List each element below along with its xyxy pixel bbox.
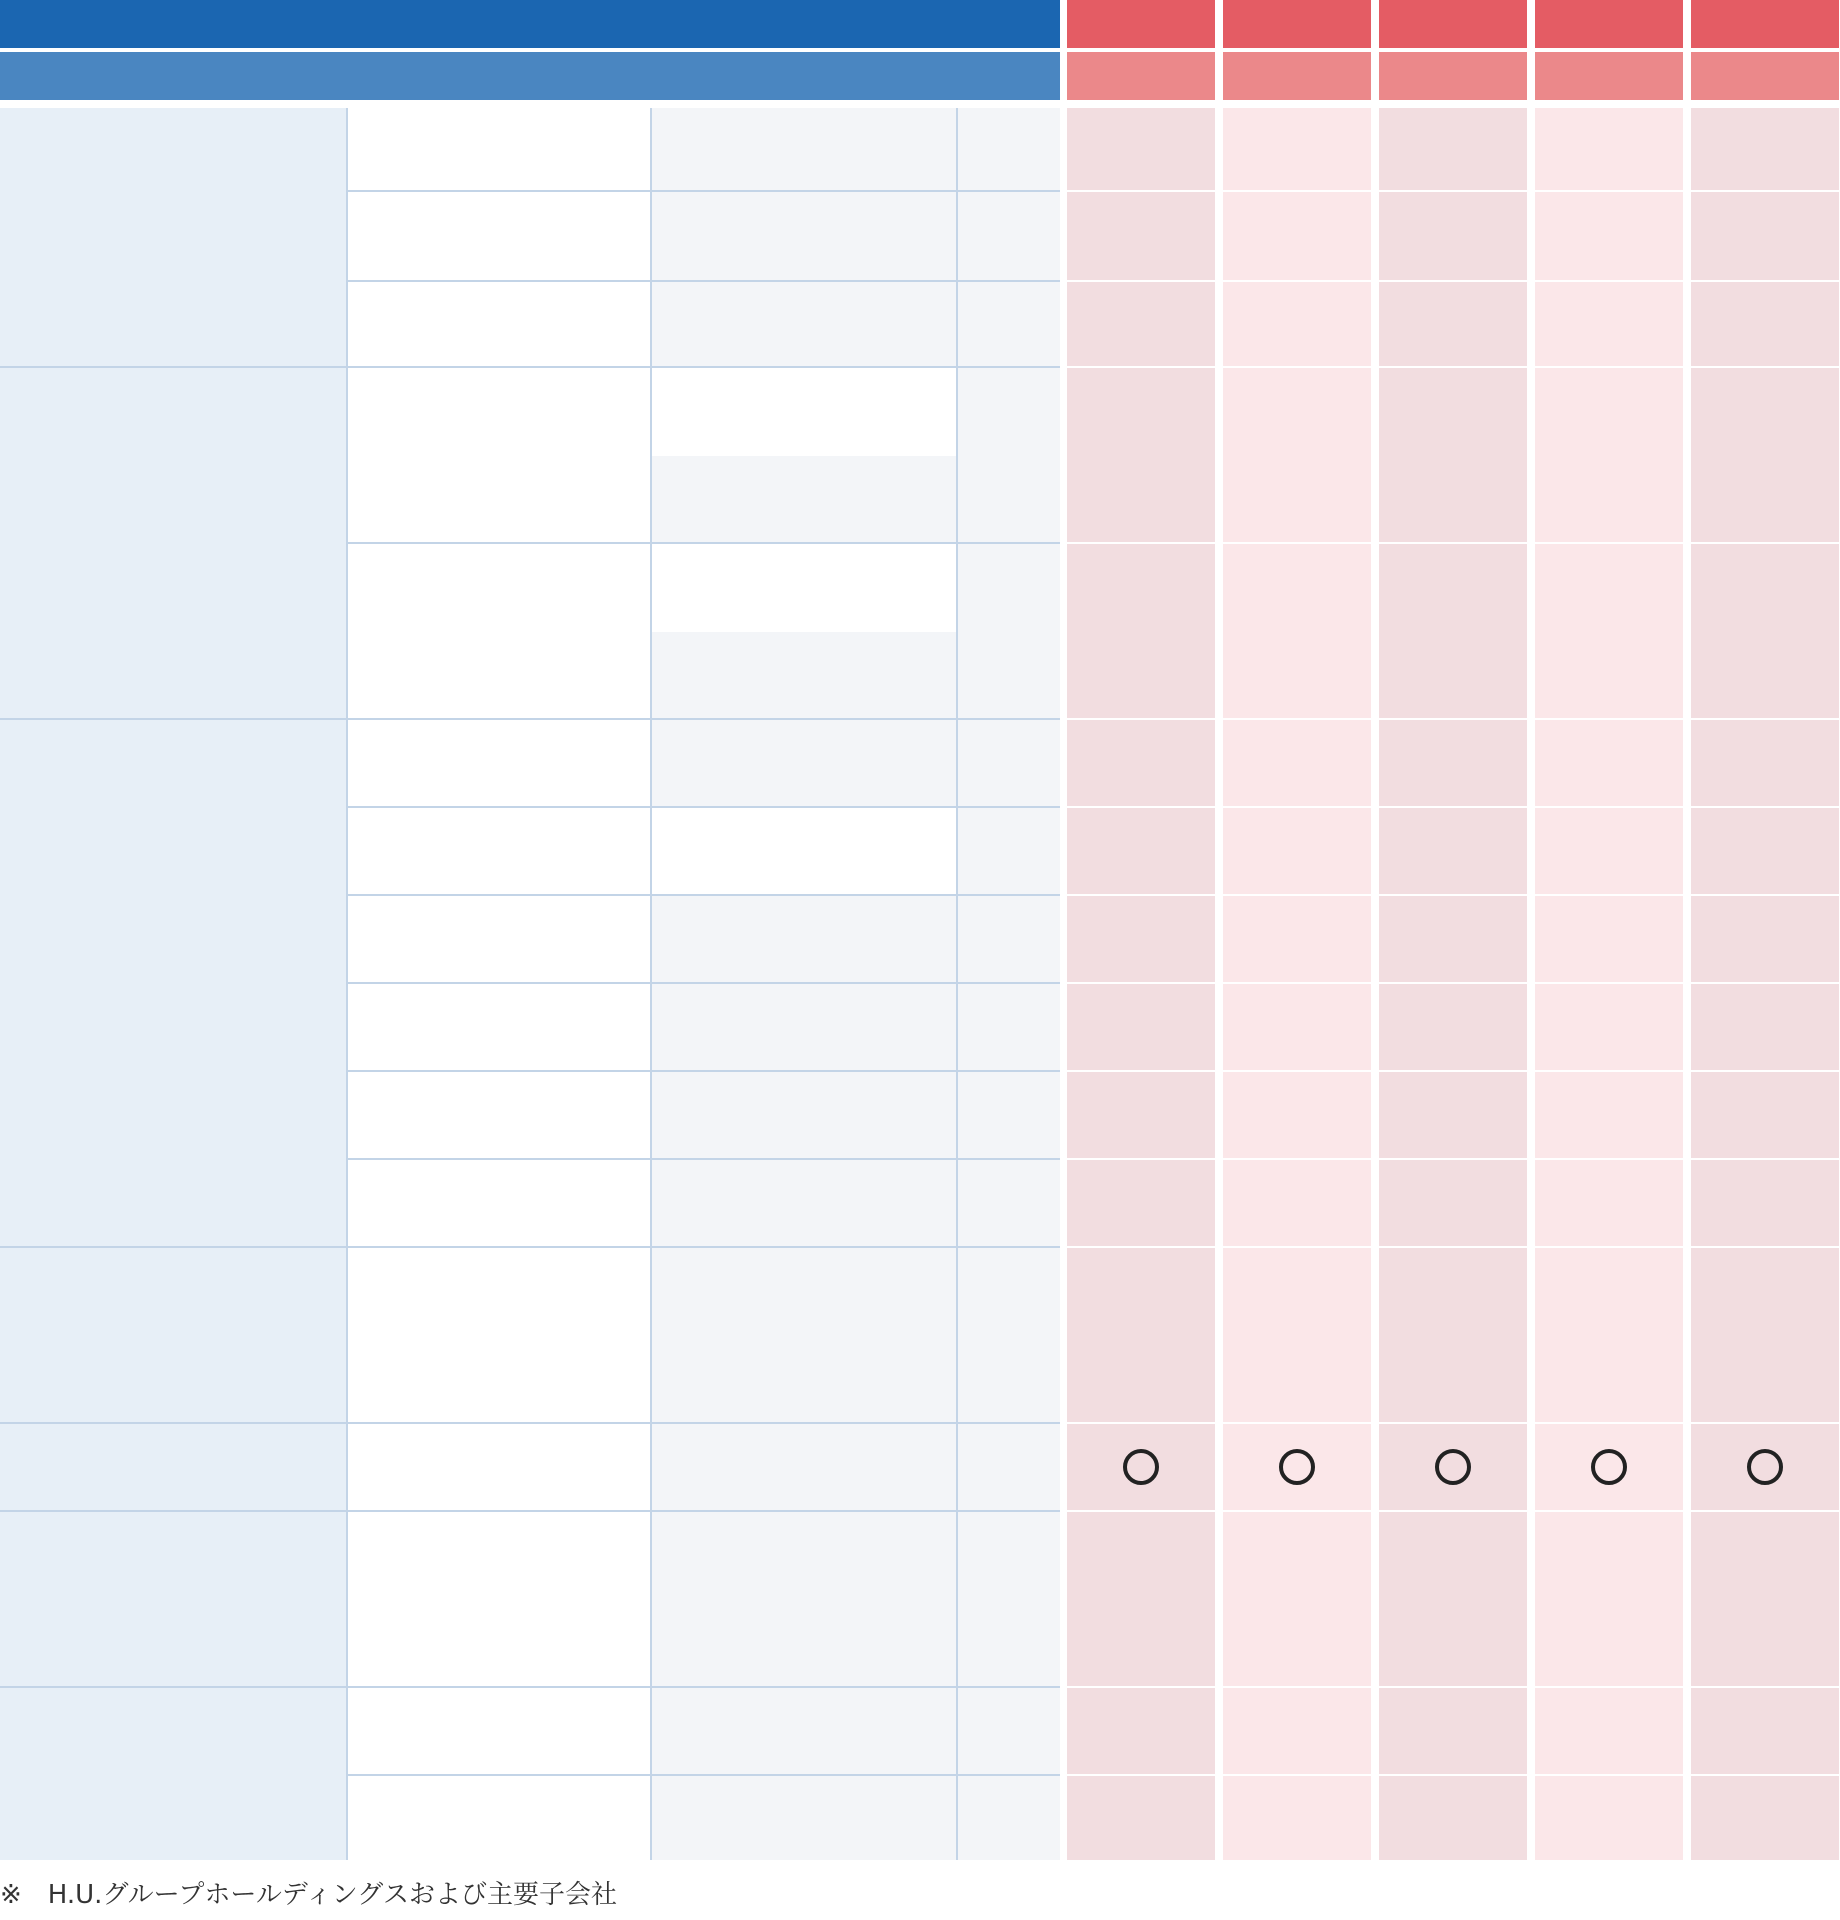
target-value	[1379, 1776, 1527, 1860]
target-value	[1691, 1688, 1839, 1774]
target-value	[1379, 720, 1527, 806]
target-value	[1535, 544, 1683, 718]
target-value	[1379, 1072, 1527, 1158]
target-value	[1223, 896, 1371, 982]
target-value	[1691, 108, 1839, 190]
target-value	[1379, 808, 1527, 894]
target-value	[1067, 192, 1215, 280]
target-value	[1379, 896, 1527, 982]
target-value	[1691, 720, 1839, 806]
target-value	[1223, 282, 1371, 366]
minor-item	[652, 896, 958, 982]
target-value	[1067, 1688, 1215, 1774]
target-value	[1379, 108, 1527, 190]
minor-item	[652, 108, 958, 190]
target-value	[1067, 1160, 1215, 1246]
circle-icon	[1591, 1449, 1627, 1485]
divider	[348, 280, 1060, 282]
unit-cell	[958, 1512, 1060, 1686]
target-value	[1535, 1512, 1683, 1686]
target-value	[1223, 1776, 1371, 1860]
target-value	[1223, 1512, 1371, 1686]
target-value	[1067, 720, 1215, 806]
target-value	[1223, 368, 1371, 542]
minor-item	[652, 984, 958, 1070]
target-value	[1379, 282, 1527, 366]
target-value	[1223, 720, 1371, 806]
divider	[348, 1774, 1060, 1776]
unit-cell	[958, 1072, 1060, 1158]
target-value	[1223, 984, 1371, 1070]
target-value	[1067, 1512, 1215, 1686]
unit-cell	[958, 1424, 1060, 1510]
unit-cell	[958, 192, 1060, 280]
divider	[0, 1686, 1060, 1688]
target-value	[1379, 368, 1527, 542]
kpi-header	[0, 0, 1060, 48]
goal-header	[1691, 52, 1839, 100]
unit-cell	[958, 720, 1060, 806]
target-value	[1067, 1072, 1215, 1158]
target-value	[1067, 282, 1215, 366]
target-value	[1535, 896, 1683, 982]
target-value	[1691, 1072, 1839, 1158]
divider	[0, 718, 1060, 720]
major-item	[0, 108, 346, 366]
divider	[0, 1510, 1060, 1512]
unit-cell	[958, 896, 1060, 982]
target-value	[1379, 1160, 1527, 1246]
target-value	[1691, 192, 1839, 280]
target-value	[1067, 368, 1215, 542]
target-value	[1223, 1688, 1371, 1774]
minor-item	[652, 456, 958, 542]
major-item	[0, 1248, 346, 1422]
medium-item	[348, 984, 650, 1246]
achieved-circle-cell	[1379, 1424, 1527, 1510]
minor-item	[652, 1072, 958, 1158]
unit-cell	[958, 1248, 1060, 1422]
divider	[650, 108, 652, 1860]
medium-item	[348, 1248, 650, 1422]
goal-header	[1535, 52, 1683, 100]
minor-item	[652, 1512, 958, 1686]
achieved-circle-cell	[1535, 1424, 1683, 1510]
target-value	[1691, 544, 1839, 718]
medium-item	[348, 192, 650, 366]
achieved-circle-cell	[1223, 1424, 1371, 1510]
divider	[0, 1246, 1060, 1248]
major-item	[0, 1688, 346, 1860]
achieved-circle-cell	[1067, 1424, 1215, 1510]
divider	[348, 1158, 1060, 1160]
major-header	[0, 52, 348, 100]
medium-item	[348, 720, 650, 806]
target-value	[1379, 1688, 1527, 1774]
unit-cell	[958, 1688, 1060, 1774]
divider	[0, 366, 1060, 368]
unit-cell	[958, 368, 1060, 542]
target-value	[1223, 1160, 1371, 1246]
target-value	[1535, 192, 1683, 280]
year-header	[1223, 0, 1371, 48]
target-value	[1535, 984, 1683, 1070]
year-header	[1691, 0, 1839, 48]
target-value	[1691, 1160, 1839, 1246]
target-value	[1223, 1072, 1371, 1158]
target-value	[1691, 1248, 1839, 1422]
target-value	[1535, 1160, 1683, 1246]
divider	[348, 1070, 1060, 1072]
target-value	[1691, 282, 1839, 366]
target-value	[1223, 808, 1371, 894]
divider	[348, 806, 1060, 808]
footnote: ※ H.U.グループホールディングスおよび主要子会社	[0, 1880, 617, 1910]
unit-cell	[958, 1160, 1060, 1246]
target-value	[1535, 1072, 1683, 1158]
minor-item	[652, 1688, 958, 1774]
target-value	[1535, 1688, 1683, 1774]
target-value	[1379, 1248, 1527, 1422]
major-item	[0, 720, 346, 1246]
target-value	[1535, 1248, 1683, 1422]
circle-icon	[1123, 1449, 1159, 1485]
target-value	[1067, 1776, 1215, 1860]
divider	[956, 108, 958, 1860]
target-value	[1067, 984, 1215, 1070]
major-item	[0, 1512, 346, 1686]
target-value	[1223, 544, 1371, 718]
target-value	[1379, 192, 1527, 280]
year-header	[1067, 0, 1215, 48]
target-value	[1691, 896, 1839, 982]
target-value	[1223, 108, 1371, 190]
minor-item	[652, 282, 958, 366]
unit-cell	[958, 1776, 1060, 1860]
target-value	[1067, 1248, 1215, 1422]
target-value	[1535, 1776, 1683, 1860]
unit-cell	[958, 108, 1060, 190]
unit-cell	[958, 544, 1060, 718]
divider	[348, 190, 1060, 192]
divider	[0, 1422, 1060, 1424]
divider	[348, 542, 1060, 544]
target-value	[1223, 192, 1371, 280]
target-value	[1691, 808, 1839, 894]
target-value	[1535, 808, 1683, 894]
divider	[348, 894, 1060, 896]
target-value	[1535, 720, 1683, 806]
year-header	[1379, 0, 1527, 48]
target-value	[1691, 1776, 1839, 1860]
target-value	[1067, 544, 1215, 718]
minor-item	[652, 192, 958, 280]
target-value	[1067, 108, 1215, 190]
achieved-circle-cell	[1691, 1424, 1839, 1510]
major-item	[0, 368, 346, 718]
major-item	[0, 1424, 346, 1510]
target-value	[1379, 984, 1527, 1070]
minor-item	[652, 632, 958, 718]
goal-header	[1067, 52, 1215, 100]
medium-item	[348, 1424, 650, 1510]
minor-item	[652, 1776, 958, 1860]
unit-cell	[958, 984, 1060, 1070]
target-value	[1223, 1248, 1371, 1422]
target-value	[1379, 1512, 1527, 1686]
medium-header	[348, 52, 652, 100]
target-value	[1379, 544, 1527, 718]
target-value	[1691, 1512, 1839, 1686]
target-value	[1067, 896, 1215, 982]
goal-header	[1379, 52, 1527, 100]
goal-header	[1223, 52, 1371, 100]
unit-cell	[958, 282, 1060, 366]
circle-icon	[1279, 1449, 1315, 1485]
target-value	[1535, 108, 1683, 190]
target-value	[1691, 368, 1839, 542]
target-value	[1067, 808, 1215, 894]
unit-cell	[958, 808, 1060, 894]
minor-item	[652, 1248, 958, 1422]
divider	[346, 108, 348, 1860]
circle-icon	[1747, 1449, 1783, 1485]
minor-header	[652, 52, 958, 100]
minor-item	[652, 720, 958, 806]
year-header	[1535, 0, 1683, 48]
unit-header	[958, 52, 1060, 100]
medium-item	[348, 1512, 650, 1686]
minor-item	[652, 1424, 958, 1510]
medium-item	[348, 108, 650, 190]
target-value	[1691, 984, 1839, 1070]
minor-item	[652, 1160, 958, 1246]
target-value	[1535, 282, 1683, 366]
target-value	[1535, 368, 1683, 542]
circle-icon	[1435, 1449, 1471, 1485]
divider	[348, 982, 1060, 984]
